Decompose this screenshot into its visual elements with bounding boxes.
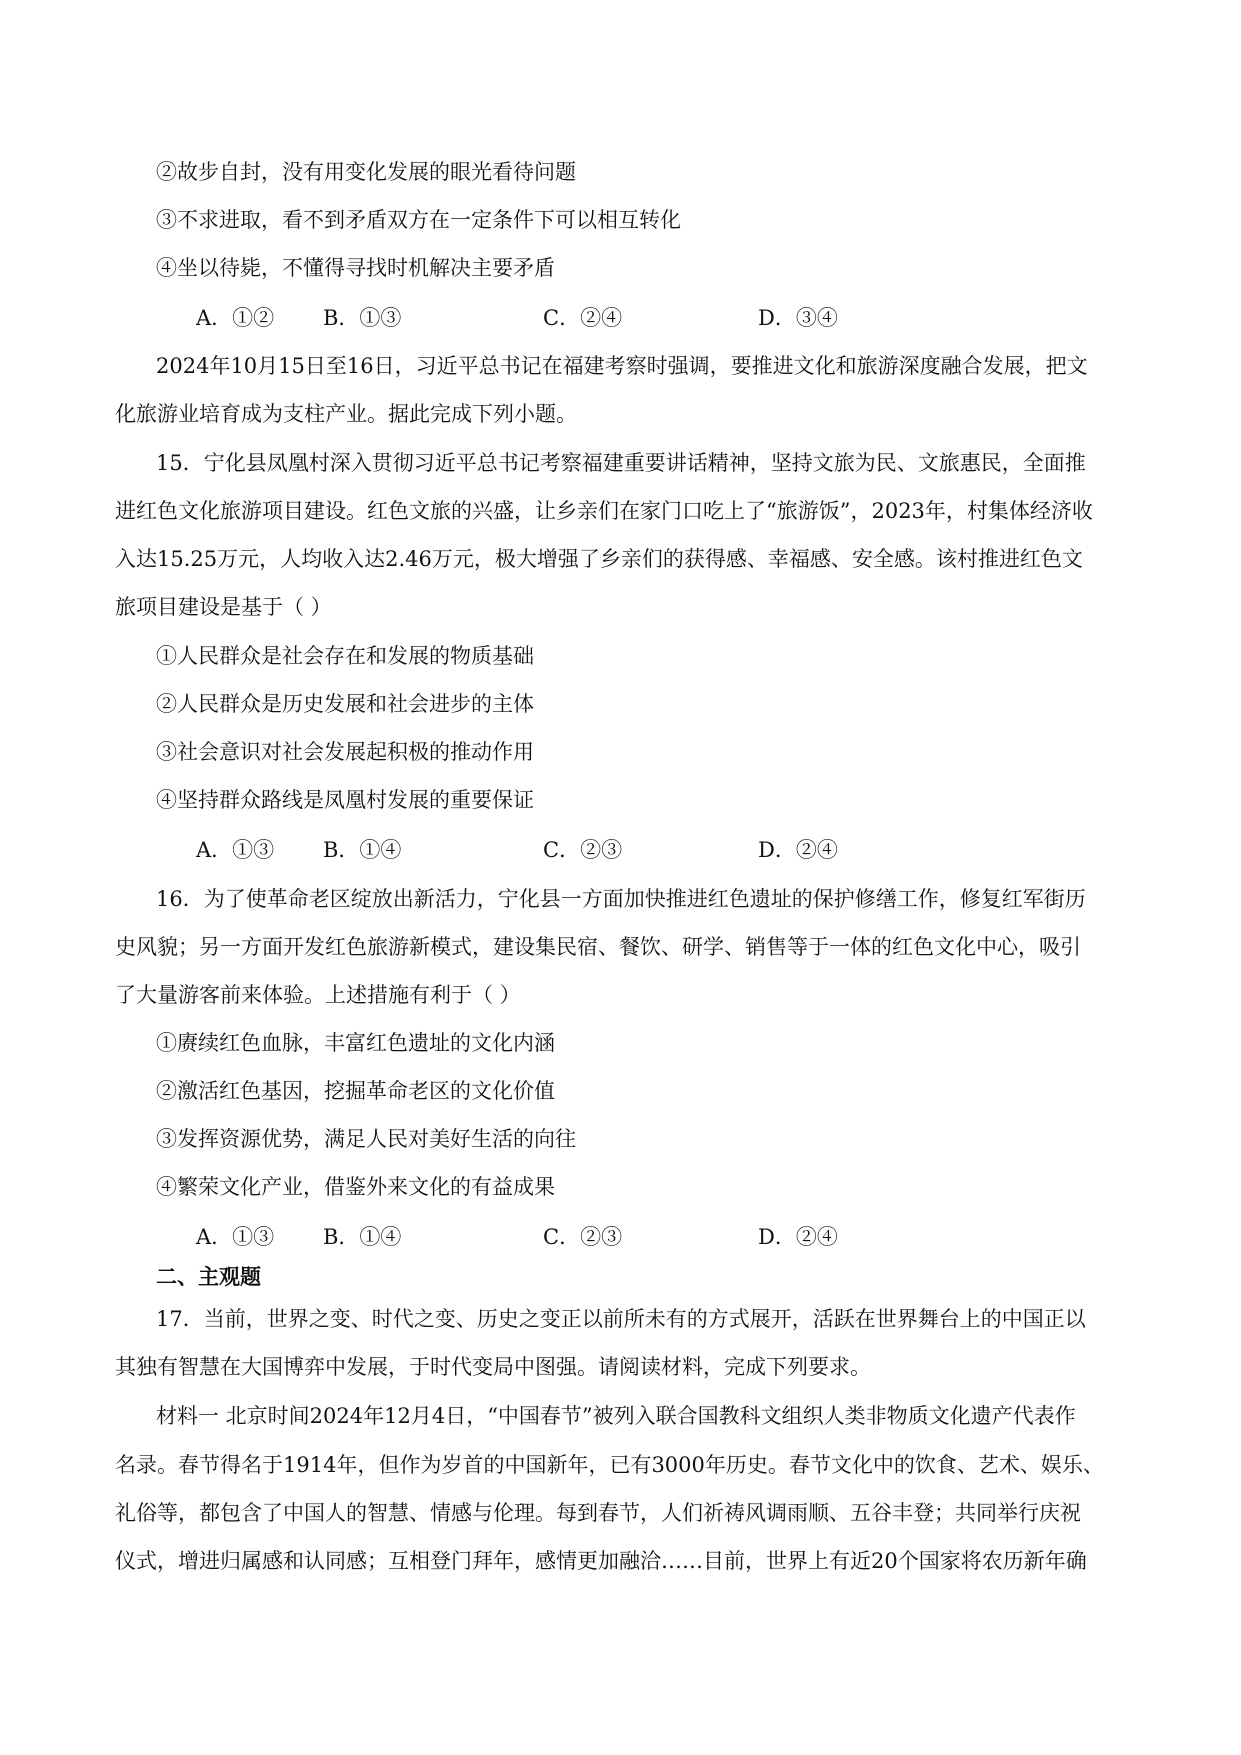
q14-choice-a: A．①② — [196, 306, 275, 330]
intro-line-1: 2024年10月15日至16日，习近平总书记在福建考察时强调，要推进文化和旅游深度融合发展，把文 — [156, 354, 1088, 378]
q17-material-line-1: 材料一 北京时间2024年12月4日，“中国春节”被列入联合国教科文组织人类非物质文化遗产代表作 — [156, 1404, 1076, 1428]
q15-stem-line-3: 入达15.25万元，人均收入达2.46万元，极大增强了乡亲们的获得感、幸福感、安全感。该村推进红色文 — [115, 547, 1083, 571]
q16-stem-line-1: 16．为了使革命老区绽放出新活力，宁化县一方面加快推进红色遗址的保护修缮工作，修复红军街历 — [156, 887, 1086, 911]
q14-option-3: ③不求进取，看不到矛盾双方在一定条件下可以相互转化 — [156, 208, 681, 232]
q14-option-2: ②故步自封，没有用变化发展的眼光看待问题 — [156, 160, 576, 184]
q17-stem-line-1: 17．当前，世界之变、时代之变、历史之变正以前所未有的方式展开，活跃在世界舞台上的中国正以 — [156, 1307, 1086, 1331]
q16-choice-a: A．①③ — [196, 1225, 275, 1249]
q15-stem-line-2: 进红色文化旅游项目建设。红色文旅的兴盛，让乡亲们在家门口吃上了“旅游饭”，2023年，村集体经济收 — [115, 499, 1093, 523]
q16-choice-c: C．②③ — [543, 1225, 623, 1249]
q17-material-line-3: 礼俗等，都包含了中国人的智慧、情感与伦理。每到春节，人们祈祷风调雨顺、五谷丰登；共同举行庆祝 — [115, 1501, 1081, 1525]
q16-stem-line-2: 史风貌；另一方面开发红色旅游新模式，建设集民宿、餐饮、研学、销售等于一体的红色文化中心，吸引 — [115, 935, 1081, 959]
q14-choice-c: C．②④ — [543, 306, 623, 330]
section-heading: 二、主观题 — [156, 1264, 261, 1289]
q16-option-3: ③发挥资源优势，满足人民对美好生活的向往 — [156, 1127, 576, 1151]
q16-option-1: ①赓续红色血脉，丰富红色遗址的文化内涵 — [156, 1031, 555, 1055]
q17-material-line-4: 仪式，增进归属感和认同感；互相登门拜年，感情更加融洽……目前，世界上有近20个国家将农历新年确 — [115, 1549, 1087, 1573]
q16-option-2: ②激活红色基因，挖掘革命老区的文化价值 — [156, 1079, 555, 1103]
q15-choice-d: D．②④ — [758, 838, 838, 862]
q14-option-4: ④坐以待毙，不懂得寻找时机解决主要矛盾 — [156, 256, 555, 280]
q14-choice-d: D．③④ — [758, 306, 838, 330]
q15-choice-b: B．①④ — [323, 838, 402, 862]
q17-material-line-2: 名录。春节得名于1914年，但作为岁首的中国新年，已有3000年历史。春节文化中的饮食、艺术、娱乐、 — [115, 1453, 1104, 1477]
q16-stem-line-3: 了大量游客前来体验。上述措施有利于（ ） — [115, 983, 521, 1007]
q15-choice-c: C．②③ — [543, 838, 623, 862]
q14-choice-b: B．①③ — [323, 306, 402, 330]
q15-option-3: ③社会意识对社会发展起积极的推动作用 — [156, 740, 534, 764]
q15-stem-line-1: 15．宁化县凤凰村深入贯彻习近平总书记考察福建重要讲话精神，坚持文旅为民、文旅惠民，全面推 — [156, 451, 1086, 475]
q15-option-1: ①人民群众是社会存在和发展的物质基础 — [156, 644, 534, 668]
q16-choice-b: B．①④ — [323, 1225, 402, 1249]
q15-choice-a: A．①③ — [196, 838, 275, 862]
q16-option-4: ④繁荣文化产业，借鉴外来文化的有益成果 — [156, 1175, 555, 1199]
intro-line-2: 化旅游业培育成为支柱产业。据此完成下列小题。 — [115, 402, 577, 426]
q15-option-4: ④坚持群众路线是凤凰村发展的重要保证 — [156, 788, 534, 812]
q17-stem-line-2: 其独有智慧在大国博弈中发展，于时代变局中图强。请阅读材料，完成下列要求。 — [115, 1355, 871, 1379]
q15-option-2: ②人民群众是历史发展和社会进步的主体 — [156, 692, 534, 716]
q16-choice-d: D．②④ — [758, 1225, 838, 1249]
q15-stem-line-4: 旅项目建设是基于（ ） — [115, 595, 332, 619]
